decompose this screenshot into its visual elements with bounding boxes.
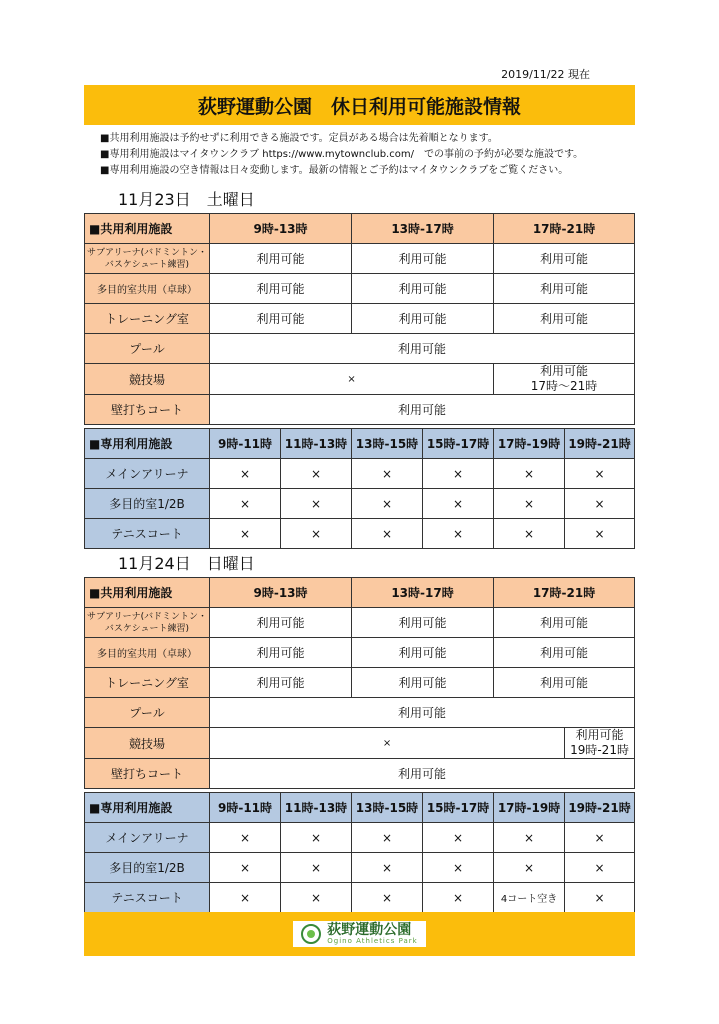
availability-line: 利用可能 xyxy=(540,364,589,378)
facility-label: トレーニング室 xyxy=(85,668,210,698)
availability-cell: × xyxy=(494,489,565,519)
availability-cell: 利用可能 xyxy=(210,304,352,334)
facility-row xyxy=(85,759,635,789)
availability-cell: 利用可能 xyxy=(352,244,494,274)
availability-cell: 利用可能 xyxy=(210,638,352,668)
availability-cell: × xyxy=(352,459,423,489)
availability-cell: 利用可能 xyxy=(494,274,635,304)
facility-label: プール xyxy=(85,698,210,728)
availability-cell: × xyxy=(494,853,565,883)
private-header-label: ■専用利用施設 xyxy=(85,429,210,459)
availability-cell: × xyxy=(281,459,352,489)
facility-row xyxy=(85,728,635,759)
facility-row xyxy=(85,364,635,395)
time-slot-header: 9時-13時 xyxy=(210,578,352,608)
facility-row xyxy=(85,519,635,549)
availability-cell: × xyxy=(494,519,565,549)
page-title: 荻野運動公園 休日利用可能施設情報 xyxy=(84,85,635,125)
availability-cell: 利用可能 xyxy=(494,608,635,638)
logo-english: Ogino Athletics Park xyxy=(327,936,418,945)
facility-label: サブアリーナ(バドミントン・バスケシュート練習) xyxy=(85,608,210,638)
shared-header-label: ■共用利用施設 xyxy=(85,578,210,608)
private-header-row xyxy=(85,429,635,459)
availability-cell: × xyxy=(352,883,423,913)
availability-cell: × xyxy=(210,823,281,853)
day-title: 11月24日 日曜日 xyxy=(118,554,255,573)
availability-cell: 利用可能 xyxy=(210,759,635,789)
park-emblem-icon xyxy=(301,924,321,944)
availability-line: 利用可能 xyxy=(575,728,624,742)
time-slot-header: 9時-11時 xyxy=(210,793,281,823)
facility-row xyxy=(85,608,635,638)
availability-cell: × xyxy=(352,853,423,883)
private-header-label: ■専用利用施設 xyxy=(85,793,210,823)
availability-cell: × xyxy=(210,519,281,549)
time-slot-header: 11時-13時 xyxy=(281,793,352,823)
availability-cell: × xyxy=(423,853,494,883)
facility-label: 多目的室1/2B xyxy=(85,489,210,519)
facility-label: 多目的室共用（卓球） xyxy=(85,274,210,304)
facility-label: 競技場 xyxy=(85,364,210,395)
park-logo xyxy=(293,921,425,947)
availability-cell: × xyxy=(494,823,565,853)
schedule-table xyxy=(84,213,635,549)
facility-row xyxy=(85,853,635,883)
logo-name: 荻野運動公園 xyxy=(327,921,412,938)
availability-cell: 利用可能 xyxy=(210,668,352,698)
availability-cell: × xyxy=(281,883,352,913)
facility-label: プール xyxy=(85,334,210,364)
facility-row xyxy=(85,334,635,364)
availability-cell: × xyxy=(565,489,635,519)
facility-label: メインアリーナ xyxy=(85,823,210,853)
facility-label: 競技場 xyxy=(85,728,210,759)
shared-header-label: ■共用利用施設 xyxy=(85,214,210,244)
facility-row xyxy=(85,244,635,274)
time-slot-header: 9時-11時 xyxy=(210,429,281,459)
schedule-table xyxy=(84,577,635,913)
availability-cell: 利用可能 xyxy=(352,274,494,304)
facility-label: 多目的室1/2B xyxy=(85,853,210,883)
time-slot-header: 19時-21時 xyxy=(565,429,635,459)
availability-cell: × xyxy=(281,519,352,549)
time-slot-header: 13時-17時 xyxy=(352,578,494,608)
availability-cell: 利用可能 xyxy=(352,608,494,638)
note-line: ■共用利用施設は予約せずに利用できる施設です。定員がある場合は先着順となります。 xyxy=(100,133,498,144)
facility-row xyxy=(85,823,635,853)
facility-label: サブアリーナ(バドミントン・バスケシュート練習) xyxy=(85,244,210,274)
time-slot-header: 15時-17時 xyxy=(423,429,494,459)
availability-cell: × xyxy=(565,823,635,853)
availability-cell: × xyxy=(352,823,423,853)
availability-cell: × xyxy=(210,728,565,759)
availability-cell: × xyxy=(352,489,423,519)
facility-label: 壁打ちコート xyxy=(85,395,210,425)
availability-cell: 4コート空き xyxy=(494,883,565,913)
time-slot-header: 17時-21時 xyxy=(494,214,635,244)
time-slot-header: 9時-13時 xyxy=(210,214,352,244)
facility-label: 壁打ちコート xyxy=(85,759,210,789)
facility-row xyxy=(85,304,635,334)
availability-cell: × xyxy=(423,823,494,853)
availability-cell: × xyxy=(210,364,494,395)
facility-row xyxy=(85,274,635,304)
availability-cell: 利用可能 xyxy=(210,334,635,364)
current-date: 2019/11/22 現在 xyxy=(501,68,590,81)
availability-cell: 利用可能 xyxy=(210,608,352,638)
time-slot-header: 19時-21時 xyxy=(565,793,635,823)
availability-cell xyxy=(565,728,635,759)
footer-banner xyxy=(84,912,635,956)
facility-row xyxy=(85,638,635,668)
facility-label: メインアリーナ xyxy=(85,459,210,489)
availability-cell: × xyxy=(565,853,635,883)
availability-cell: 利用可能 xyxy=(210,244,352,274)
availability-cell: × xyxy=(210,883,281,913)
availability-cell: × xyxy=(281,853,352,883)
availability-cell: 利用可能 xyxy=(494,304,635,334)
availability-cell: × xyxy=(210,853,281,883)
time-slot-header: 17時-19時 xyxy=(494,429,565,459)
availability-cell: 利用可能 xyxy=(494,638,635,668)
day-title: 11月23日 土曜日 xyxy=(118,190,255,209)
time-slot-header: 15時-17時 xyxy=(423,793,494,823)
availability-cell: × xyxy=(423,883,494,913)
availability-cell: × xyxy=(423,519,494,549)
availability-cell: × xyxy=(423,459,494,489)
availability-cell: × xyxy=(423,489,494,519)
availability-cell: 利用可能 xyxy=(494,668,635,698)
availability-cell: × xyxy=(352,519,423,549)
availability-cell xyxy=(494,364,635,395)
availability-cell: × xyxy=(565,519,635,549)
availability-cell: 利用可能 xyxy=(494,244,635,274)
facility-row xyxy=(85,459,635,489)
facility-label: 多目的室共用（卓球） xyxy=(85,638,210,668)
facility-label: テニスコート xyxy=(85,883,210,913)
time-slot-header: 17時-21時 xyxy=(494,578,635,608)
facility-row xyxy=(85,698,635,728)
availability-cell: × xyxy=(210,489,281,519)
availability-cell: × xyxy=(565,883,635,913)
notes xyxy=(100,131,640,179)
note-line: ■専用利用施設の空き情報は日々変動します。最新の情報とご予約はマイタウンクラブをご覧ください。 xyxy=(100,165,569,176)
shared-header-row xyxy=(85,578,635,608)
availability-cell: × xyxy=(281,823,352,853)
availability-cell: 利用可能 xyxy=(352,638,494,668)
facility-row xyxy=(85,668,635,698)
time-slot-header: 13時-17時 xyxy=(352,214,494,244)
availability-cell: × xyxy=(210,459,281,489)
facility-row xyxy=(85,395,635,425)
facility-row xyxy=(85,883,635,913)
time-slot-header: 13時-15時 xyxy=(352,793,423,823)
availability-cell: 利用可能 xyxy=(352,668,494,698)
time-slot-header: 17時-19時 xyxy=(494,793,565,823)
private-header-row xyxy=(85,793,635,823)
time-slot-header: 11時-13時 xyxy=(281,429,352,459)
availability-cell: × xyxy=(281,489,352,519)
availability-line: 19時-21時 xyxy=(570,743,629,757)
time-slot-header: 13時-15時 xyxy=(352,429,423,459)
note-line: ■専用利用施設はマイタウンクラブ https://www.mytownclub.com/ での事前の予約が必要な施設です。 xyxy=(100,149,584,160)
availability-cell: 利用可能 xyxy=(210,698,635,728)
facility-label: テニスコート xyxy=(85,519,210,549)
shared-header-row xyxy=(85,214,635,244)
availability-line: 17時～21時 xyxy=(530,379,598,393)
logo-text xyxy=(327,923,417,946)
availability-cell: × xyxy=(565,459,635,489)
availability-cell: 利用可能 xyxy=(210,395,635,425)
availability-cell: 利用可能 xyxy=(210,274,352,304)
availability-cell: 利用可能 xyxy=(352,304,494,334)
facility-row xyxy=(85,489,635,519)
availability-cell: × xyxy=(494,459,565,489)
facility-label: トレーニング室 xyxy=(85,304,210,334)
